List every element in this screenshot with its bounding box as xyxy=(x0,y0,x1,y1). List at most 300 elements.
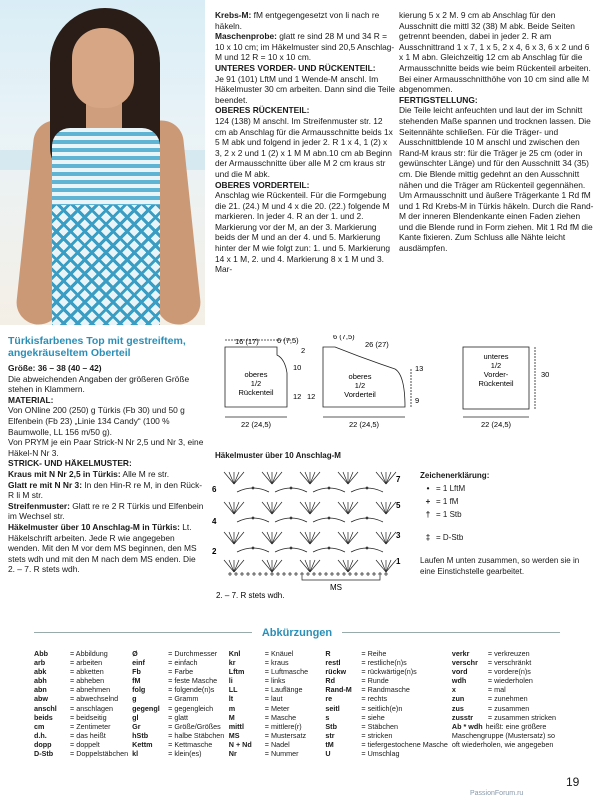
abbreviation-value: = abnehmen xyxy=(70,685,111,695)
abbreviation-key: wdh xyxy=(451,676,467,686)
legend-text: = 1 Stb xyxy=(436,510,462,519)
chart-base-chain xyxy=(289,573,291,575)
abbreviation-key: gegengl xyxy=(132,703,160,713)
front-h3: 9 xyxy=(415,396,420,405)
abbreviations-title: Abkürzungen xyxy=(252,627,342,639)
col1-paragraph xyxy=(8,374,204,395)
chart-stitch-mark xyxy=(262,502,272,514)
chart-stitch-mark xyxy=(272,502,277,514)
legend-row xyxy=(420,509,595,520)
chart-stitch-mark xyxy=(262,472,272,484)
abbreviation-key: restl xyxy=(325,658,341,668)
chart-stitch-mark xyxy=(267,532,272,544)
abbreviation-key: abh xyxy=(34,676,47,686)
abbreviation-row xyxy=(325,740,448,749)
chart-stitch-mark xyxy=(376,560,386,572)
abbreviation-row xyxy=(34,694,128,703)
chart-stitch-mark xyxy=(386,502,396,514)
abbreviation-value: = abwechselnd xyxy=(70,694,119,704)
chart-stitch-mark xyxy=(272,502,282,514)
abbreviation-row xyxy=(34,685,128,694)
abbreviation-key: U xyxy=(325,749,331,759)
chart-stitch-mark xyxy=(348,472,358,484)
chart-base-chain xyxy=(319,573,321,575)
chart-base-chain xyxy=(301,573,303,575)
legend-text: = 1 LftM xyxy=(436,484,466,493)
abbreviation-row xyxy=(132,658,225,667)
abbreviation-value: = zusammen stricken xyxy=(487,712,556,722)
crochet-chart xyxy=(210,462,410,602)
abbreviation-row xyxy=(34,731,128,740)
abbreviation-value: = halbe Stäbchen xyxy=(168,730,225,740)
abbreviation-row xyxy=(452,704,556,713)
front-bottom: 22 (24,5) xyxy=(348,420,380,429)
chart-stitch-mark xyxy=(224,502,234,514)
chart-chain-arc xyxy=(351,548,383,552)
front-neck-width: 6 (7,5) xyxy=(333,335,355,341)
front-neck-depth: 26 (27) xyxy=(365,340,389,349)
abbreviation-row xyxy=(325,685,448,694)
col1-paragraph xyxy=(8,363,204,374)
abbreviation-key: beids xyxy=(34,712,53,722)
col2-bold: Maschenprobe: xyxy=(215,31,277,42)
col3-text: kierung 5 x 2 M. 9 cm ab Anschlag für den Ausschnitt die mittl 32 (38) M abk. Beide Seiten getrennt beenden, dabei in jeder 2. R am Ausschnittrand 1 x 7, 1 x 5, 2 x 4, 6 x 3, 6 x 2 und 6 x 1 M abn. Gleichzeitig 12 cm ab Anschlag für die Armausschnitte beids wie beim Rückenteil arbeiten. Bei einer Armausschnitthöhe von 10 cm sind alle M abgenommen. xyxy=(399,10,591,95)
legend-symbol: † xyxy=(425,510,431,519)
col1-bold: Kraus mit N Nr 2,5 in Türkis: xyxy=(8,468,121,479)
lower-label-4: Rückenteil xyxy=(478,379,514,388)
watermark: PassionForum.ru xyxy=(470,790,524,797)
col2-text: Anschlag wie Rückenteil. Für die Formgebung die 21. (24.) M und 4 x die 20. (22.) folgende M markieren. In jeder 4. R an der 1. und 2. Markierung vor der M, an der 3. Markierung beids der M und an der 4. und 5. Markierung hinter der M wie folgt zun: 1. und 5. Markierung 14 x 1 M, 2. und 4. Markierung 8 x 1 M und 3. Mar- xyxy=(215,190,391,275)
abbreviation-row xyxy=(34,667,128,676)
col3-paragraph xyxy=(399,10,594,95)
abbreviation-row xyxy=(229,694,322,703)
abbreviation-row xyxy=(34,740,128,749)
chart-stitch-mark xyxy=(224,560,234,572)
abbreviation-key: zun xyxy=(451,694,465,704)
abbreviation-value: = verschränkt xyxy=(487,658,532,668)
legend-symbol: ‡ xyxy=(425,533,431,542)
abbreviation-key: rückw xyxy=(325,667,347,677)
abbreviation-value: = Knäuel xyxy=(264,649,294,658)
abbreviation-key: Ø xyxy=(132,649,138,658)
abbreviation-value: = anschlagen xyxy=(70,703,113,713)
chart-stitch-mark xyxy=(348,472,353,484)
abbreviation-row xyxy=(132,749,225,758)
back-label-1: oberes xyxy=(244,370,268,379)
abbreviation-row xyxy=(132,704,225,713)
front-label-1: oberes xyxy=(348,372,372,381)
abbreviation-key: Abb xyxy=(34,649,48,658)
chart-base-chain xyxy=(349,573,351,575)
chart-stitch-mark xyxy=(381,560,386,572)
abbreviations-column xyxy=(229,649,326,758)
abbreviation-row xyxy=(132,731,225,740)
abbreviation-row xyxy=(325,713,448,722)
abbreviation-value: = Nadel xyxy=(264,739,290,749)
abbreviation-value: = Meter xyxy=(264,703,290,713)
col2-paragraph xyxy=(215,74,395,106)
back-label-3: Rückenteil xyxy=(238,388,274,397)
abbreviation-key: M xyxy=(228,712,235,722)
chart-stitch-mark xyxy=(386,560,391,572)
abbreviation-key: einf xyxy=(132,658,145,668)
col1-text: Von ONline 200 (250) g Türkis (Fb 30) und 50 g Elfenbein (Fb 23) „Linie 134 Candy“ (100 % Baumwolle, LL 156 m/50 g). xyxy=(8,405,185,437)
chart-stitch-mark xyxy=(348,502,358,514)
abbreviations-box xyxy=(34,627,560,773)
abbreviation-key: gl xyxy=(132,712,139,722)
col1-text: Lt. Häkelschrift arbeiten. Jede R wie angegeben wenden. Mit den M vor dem MS beginnen, den MS stets wdh und mit den M nach dem MS enden. Die 2. – 7. R stets wdh. xyxy=(8,521,197,575)
chart-stitch-mark xyxy=(300,532,310,544)
abbreviation-key: abw xyxy=(34,694,48,704)
col2-bold: OBERES RÜCKENTEIL: xyxy=(215,105,310,116)
abbreviation-key: seitl xyxy=(325,703,340,713)
abbreviation-row xyxy=(132,740,225,749)
abbreviation-value: = Kettmasche xyxy=(168,739,213,749)
abbreviation-value: = seitlich(e)n xyxy=(361,703,403,713)
abbreviation-key: vord xyxy=(451,667,468,677)
abbreviation-value: = stricken xyxy=(361,730,393,740)
chart-stitch-mark xyxy=(305,532,310,544)
repeat-note: 2. – 7. R stets wdh. xyxy=(216,591,285,600)
abbreviation-row xyxy=(229,749,322,758)
abbreviation-key: Kettm xyxy=(132,739,153,749)
chart-base-chain xyxy=(379,573,381,575)
abbreviation-key: mittl xyxy=(228,721,244,731)
crochet-chart-title: Häkelmuster über 10 Anschlag-M xyxy=(215,451,341,460)
chart-base-chain xyxy=(331,573,333,575)
abbreviation-value: = rückwärtige(n)s xyxy=(361,667,417,677)
legend-row xyxy=(420,532,595,543)
col1-bold: Häkelmuster über 10 Anschlag-M in Türkis: xyxy=(8,521,180,532)
chart-stitch-mark xyxy=(376,502,386,514)
abbreviations-column xyxy=(325,649,452,758)
chart-base-chain xyxy=(247,573,249,575)
col1-bold: Streifenmuster: xyxy=(8,500,70,511)
abbreviation-key: N + Nd xyxy=(228,739,252,749)
abbreviation-row xyxy=(229,676,322,685)
schematic-front-upper xyxy=(323,347,411,417)
abbreviation-row xyxy=(34,658,128,667)
abbreviation-row xyxy=(325,749,448,758)
chart-chain-arc xyxy=(351,488,383,492)
abbreviation-key: Nr xyxy=(228,749,237,759)
row-label-2: 2 xyxy=(212,547,217,556)
page-number: 19 xyxy=(566,775,580,789)
abbreviation-value: = abheben xyxy=(70,676,105,686)
lower-bottom: 22 (24,5) xyxy=(480,420,512,429)
abbreviation-value: = einfach xyxy=(168,658,198,668)
chart-stitch-mark xyxy=(234,502,239,514)
col2-paragraph xyxy=(215,116,395,180)
chart-base-chain xyxy=(385,573,387,575)
abbreviation-key: x xyxy=(451,685,456,695)
abbreviation-key: kr xyxy=(228,658,236,668)
col2-text: Je 91 (101) LftM und 1 Wende-M anschl. Im Häkelmuster 30 cm arbeiten. Dann sind die Teile beendet. xyxy=(215,73,395,105)
abbreviation-value: = mal xyxy=(487,685,506,695)
abbreviation-key: m xyxy=(228,703,236,713)
chart-stitch-mark xyxy=(300,560,310,572)
abbreviation-key: zus xyxy=(451,703,464,713)
abbreviation-row xyxy=(325,676,448,685)
abbreviation-row xyxy=(229,685,322,694)
abbreviation-value: = mittlere(r) xyxy=(264,721,302,731)
col3-bold: FERTIGSTELLUNG: xyxy=(399,94,478,105)
chart-stitch-mark xyxy=(310,502,315,514)
chart-stitch-mark xyxy=(338,472,348,484)
chart-stitch-mark xyxy=(262,532,272,544)
abbreviation-value: = Doppelstäbchen xyxy=(70,749,129,759)
col2-bold: UNTERES VORDER- UND RÜCKENTEIL: xyxy=(215,62,376,73)
row-label-6: 6 xyxy=(212,485,217,494)
chart-legend xyxy=(420,470,595,577)
abbreviation-value: = Größe/Größes xyxy=(168,721,221,731)
schematic-diagrams xyxy=(215,335,595,435)
chart-base-chain xyxy=(361,573,363,575)
abbreviation-row xyxy=(132,676,225,685)
back-side-2: 12 xyxy=(293,392,302,401)
chart-stitch-mark xyxy=(338,532,348,544)
abbreviation-value: = Abbildung xyxy=(70,649,108,658)
chart-stitch-mark xyxy=(267,472,272,484)
abbreviation-row xyxy=(452,667,556,676)
abbreviation-value: = verkreuzen xyxy=(487,649,530,658)
back-depth: 2 xyxy=(301,346,306,355)
chart-stitch-mark xyxy=(272,472,282,484)
front-h1: 13 xyxy=(415,364,424,373)
chart-chain-arc xyxy=(313,548,345,552)
abbreviation-value: = Randmasche xyxy=(361,685,410,695)
abbreviation-row xyxy=(452,649,556,658)
chart-stitch-mark xyxy=(381,502,386,514)
abbreviations-column xyxy=(132,649,229,758)
chart-stitch-mark xyxy=(348,532,353,544)
abbreviation-key: anschl xyxy=(34,703,57,713)
col1-text: Von PRYM je ein Paar Strick-N Nr 2,5 und Nr 3, eine Häkel-N Nr 3. xyxy=(8,437,204,458)
chart-stitch-mark xyxy=(305,502,310,514)
front-label-3: Vorderteil xyxy=(344,390,376,399)
instructions-column-1 xyxy=(8,335,204,575)
abbreviation-row xyxy=(325,704,448,713)
chart-base-chain xyxy=(283,573,285,575)
col1-text: In den Hin-R re M, in den Rück-R li M str. xyxy=(8,479,203,501)
chart-chain-arc xyxy=(313,518,345,522)
abbreviation-row xyxy=(132,694,225,703)
abbreviation-row xyxy=(325,722,448,731)
abbreviation-value: = Runde xyxy=(361,676,389,686)
chart-base-chain xyxy=(265,573,267,575)
abbreviation-value: = Durchmesser xyxy=(168,649,218,658)
abbreviation-key: R xyxy=(325,649,331,658)
abbreviation-key: folg xyxy=(132,685,146,695)
abbreviation-row xyxy=(132,649,225,658)
abbreviation-key: re xyxy=(325,694,333,704)
chart-stitch-mark xyxy=(343,560,348,572)
col1-paragraph xyxy=(8,405,204,437)
chart-chain-arc xyxy=(313,488,345,492)
chart-chain-arc xyxy=(275,488,307,492)
chart-stitch-mark xyxy=(234,502,244,514)
abbreviation-key: verkr xyxy=(451,649,470,658)
chart-chain-arc xyxy=(275,518,307,522)
chart-stitch-mark xyxy=(229,472,234,484)
chart-base-chain xyxy=(271,573,273,575)
abbreviation-row xyxy=(34,722,128,731)
abbreviation-value: = Nummer xyxy=(264,749,299,759)
abbreviation-row xyxy=(229,649,322,658)
abbreviation-row xyxy=(132,667,225,676)
abbreviation-row xyxy=(132,713,225,722)
abbreviation-key: Ab * wdh xyxy=(451,721,483,731)
abbreviation-row xyxy=(229,713,322,722)
abbreviation-key: abk xyxy=(34,667,47,677)
chart-stitch-mark xyxy=(272,560,282,572)
chart-chain-arc xyxy=(237,488,269,492)
abbreviation-value: = links xyxy=(264,676,286,686)
chart-base-chain xyxy=(307,573,309,575)
col1-paragraph xyxy=(8,480,204,501)
abbreviation-key: cm xyxy=(34,721,45,731)
abbreviation-row xyxy=(132,685,225,694)
chart-stitch-mark xyxy=(386,472,391,484)
abbreviation-value: = klein(es) xyxy=(168,749,202,759)
abbreviation-value: = Luftmasche xyxy=(264,667,309,677)
col2-text: glatt re sind 28 M und 34 R = 10 x 10 cm; im Häkelmuster sind 20,5 Anschlag-M und 12 R = 10 x 10 cm. xyxy=(215,31,395,63)
chart-stitch-mark xyxy=(229,532,234,544)
row-label-4: 4 xyxy=(212,517,217,526)
chart-stitch-mark xyxy=(348,560,358,572)
abbreviation-value: = zusammen xyxy=(487,703,530,713)
col3-paragraph xyxy=(399,95,594,106)
chart-stitch-mark xyxy=(386,502,391,514)
abbreviation-row xyxy=(34,749,128,758)
abbreviation-row xyxy=(229,658,322,667)
col2-text: 124 (138) M anschl. Im Streifenmuster str. 12 cm ab Anschlag für die Armausschnitte beids 1x 5 M abk und folgend in jeder 2. R 1 x 4, 1 (2) x 3, 2 x 2 und 1 (2) x 1 M M abn.10 cm ab Beginn der Armausschnitte über alle M 2 cm kraus str und die M abk. xyxy=(215,115,393,179)
abbreviation-row xyxy=(325,731,448,740)
abbreviation-row xyxy=(325,694,448,703)
abbreviation-key: Stb xyxy=(325,721,337,731)
chart-stitch-mark xyxy=(338,560,348,572)
abbreviation-key: Rd xyxy=(325,676,335,686)
legend-note: Laufen M unten zusammen, so werden sie in eine Einstichstelle gearbeitet. xyxy=(420,556,580,576)
abbreviation-key: D-Stb xyxy=(34,749,54,759)
col1-text: Die abweichenden Angaben der größeren Größe stehen in Klammern. xyxy=(8,373,190,395)
col2-paragraph xyxy=(215,190,395,275)
chart-chain-arc xyxy=(275,548,307,552)
chart-stitch-mark xyxy=(224,472,234,484)
abbreviation-key: tM xyxy=(325,739,334,749)
chart-base-chain xyxy=(259,573,261,575)
chart-base-chain xyxy=(277,573,279,575)
chart-stitch-mark xyxy=(267,560,272,572)
back-label-2: 1/2 xyxy=(250,379,262,388)
abbreviation-value: = Zentimeter xyxy=(70,721,111,731)
col1-paragraph xyxy=(8,501,204,522)
abbreviation-row xyxy=(229,722,322,731)
abbreviation-row xyxy=(452,685,556,694)
abbreviation-key: fM xyxy=(132,676,141,686)
chart-stitch-mark xyxy=(305,560,310,572)
chart-base-chain xyxy=(229,573,231,575)
chart-stitch-mark xyxy=(229,502,234,514)
row-label-7: 7 xyxy=(396,475,401,484)
chart-stitch-mark xyxy=(381,472,386,484)
abbreviation-row xyxy=(229,731,322,740)
abbreviation-key: LL xyxy=(228,685,238,695)
col1-paragraph xyxy=(8,437,204,458)
chart-stitch-mark xyxy=(310,532,320,544)
abbreviation-key: s xyxy=(325,712,330,722)
col1-bold: MATERIAL: xyxy=(8,394,54,405)
chart-stitch-mark xyxy=(300,502,310,514)
abbreviation-key: arb xyxy=(34,658,46,668)
model-photo xyxy=(0,0,205,325)
abbreviation-key: Knl xyxy=(228,649,241,658)
abbreviation-value: = Lauflänge xyxy=(264,685,303,695)
chart-stitch-mark xyxy=(300,472,310,484)
chart-stitch-mark xyxy=(229,560,234,572)
chart-base-chain xyxy=(253,573,255,575)
abbreviation-key: Fb xyxy=(132,667,141,677)
chart-stitch-mark xyxy=(343,532,348,544)
col2-text: fM entgegengesetzt von li nach re häkeln. xyxy=(215,10,380,31)
abbreviation-row xyxy=(34,704,128,713)
abbreviation-key: hStb xyxy=(132,730,149,740)
chart-stitch-mark xyxy=(386,472,396,484)
legend-row xyxy=(420,483,595,494)
abbreviation-key: Lftm xyxy=(228,667,245,677)
chart-base-chain xyxy=(295,573,297,575)
abbreviation-value: = rechts xyxy=(361,694,388,704)
abbreviation-row xyxy=(452,722,556,749)
abbreviation-value: = Masche xyxy=(264,712,297,722)
abbreviation-key: zusstr xyxy=(451,712,474,722)
abbreviation-value: = arbeiten xyxy=(70,658,103,668)
chart-stitch-mark xyxy=(310,560,320,572)
abbreviation-value: heißt: eine größere Maschengruppe (Mustersatz) so oft wiederholen, wie angegeben xyxy=(451,721,555,749)
abbreviation-row xyxy=(229,740,322,749)
chart-stitch-mark xyxy=(305,472,310,484)
col1-bold: STRICK- UND HÄKELMUSTER: xyxy=(8,458,132,469)
chart-stitch-mark xyxy=(262,560,272,572)
abbreviation-value: = Gramm xyxy=(168,694,199,704)
chart-stitch-mark xyxy=(386,560,396,572)
chart-stitch-mark xyxy=(267,502,272,514)
chart-stitch-mark xyxy=(234,532,244,544)
abbreviation-value: = abketten xyxy=(70,667,104,677)
abbreviation-key: MS xyxy=(228,730,240,740)
chart-stitch-mark xyxy=(234,560,239,572)
legend-title: Zeichenerklärung: xyxy=(420,471,490,480)
chart-stitch-mark xyxy=(272,472,277,484)
legend-symbol: • xyxy=(426,484,430,493)
abbreviation-row xyxy=(132,722,225,731)
lower-height: 30 xyxy=(541,370,550,379)
chart-base-chain xyxy=(337,573,339,575)
chart-stitch-mark xyxy=(310,532,315,544)
back-armhole-width: 6 (7,5) xyxy=(277,336,299,345)
front-h2: 12 xyxy=(307,392,316,401)
lower-label-2: 1/2 xyxy=(490,361,502,370)
abbreviations-column xyxy=(34,649,132,758)
abbreviation-value: = folgende(n)s xyxy=(168,685,215,695)
abbreviation-value: = Farbe xyxy=(168,667,194,677)
chart-base-chain xyxy=(343,573,345,575)
abbreviation-key: dopp xyxy=(34,739,52,749)
back-top-width: 16 (17) xyxy=(235,337,259,346)
chart-base-chain xyxy=(367,573,369,575)
abbreviation-row xyxy=(452,676,556,685)
chart-stitch-mark xyxy=(343,502,348,514)
